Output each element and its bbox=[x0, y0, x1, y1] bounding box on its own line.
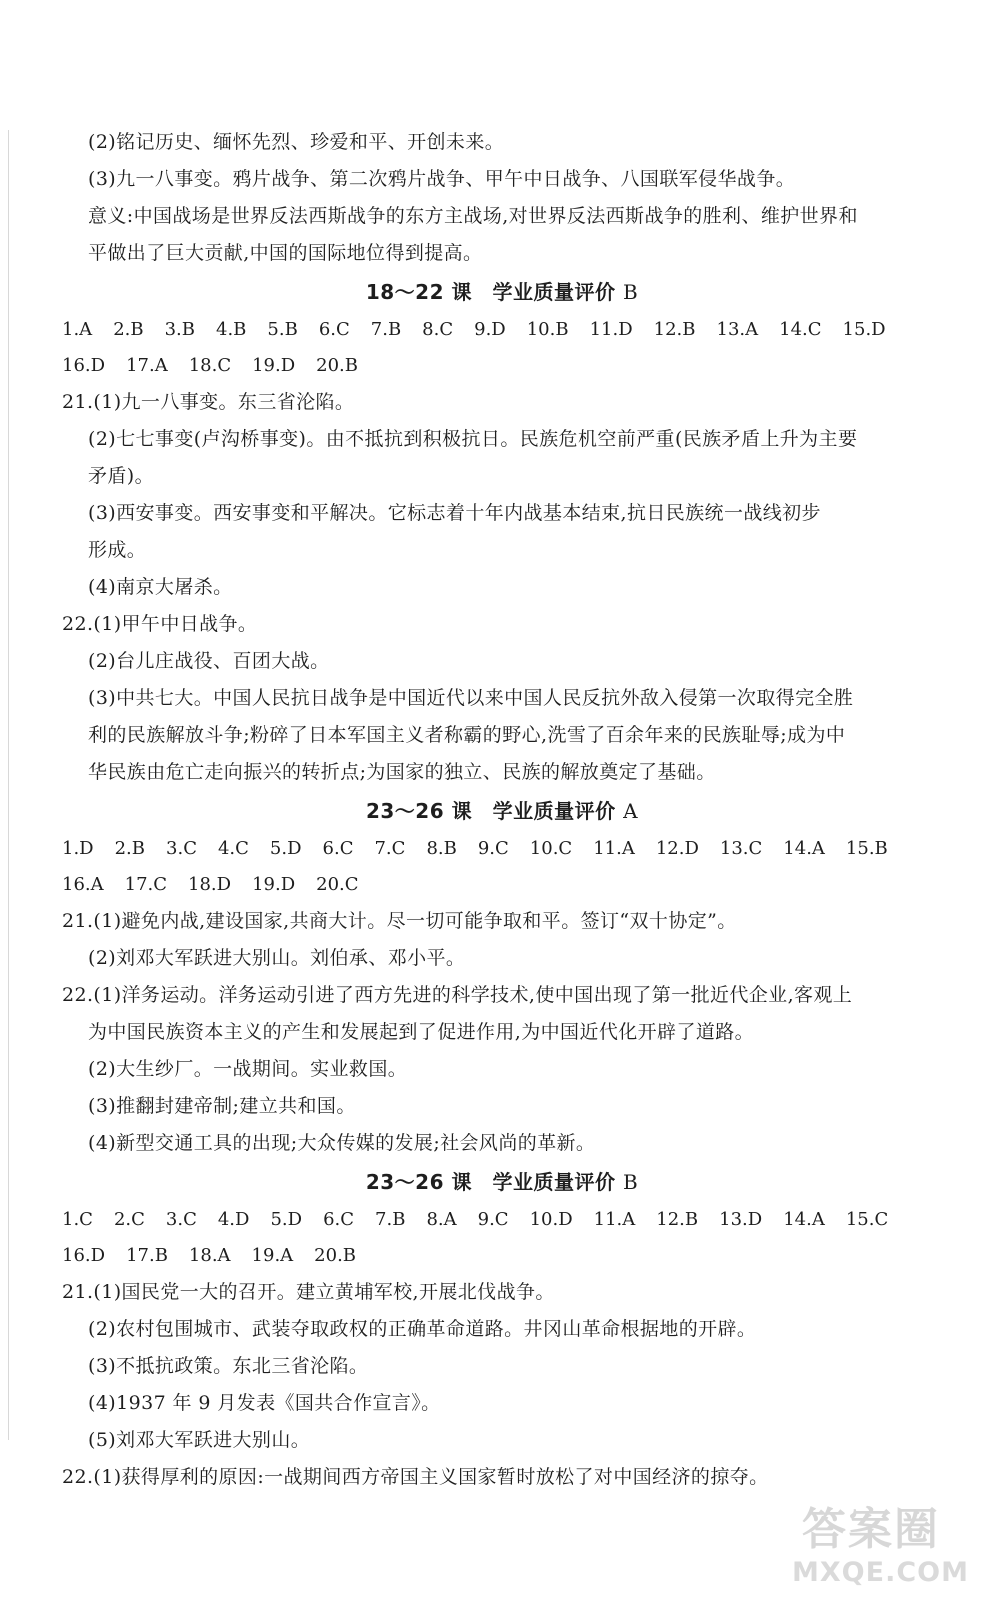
choice-answer: 2.B bbox=[113, 319, 144, 340]
choice-answer: 12.B bbox=[656, 1209, 699, 1230]
watermark-text-top: 答案圈 bbox=[802, 1504, 940, 1555]
choice-answer: 17.B bbox=[126, 1245, 168, 1266]
choice-answer: 8.B bbox=[426, 838, 457, 859]
answer-line: 为中国民族资本主义的产生和发展起到了促进作用,为中国近代化开辟了道路。 bbox=[88, 1021, 755, 1043]
choice-answer: 5.D bbox=[269, 838, 302, 859]
choice-answer: 1.A bbox=[62, 319, 93, 340]
choice-answer: 20.C bbox=[316, 874, 359, 895]
choice-answer-row bbox=[62, 312, 942, 348]
answer-line: (2)刘邓大军跃进大别山。刘伯承、邓小平。 bbox=[88, 947, 466, 969]
choice-answer: 8.A bbox=[426, 1209, 457, 1230]
choice-answer: 4.B bbox=[216, 319, 247, 340]
choice-answer: 12.D bbox=[655, 838, 699, 859]
choice-answer: 6.C bbox=[322, 838, 354, 859]
answer-line: (2)农村包围城市、武装夺取政权的正确革命道路。井冈山革命根据地的开辟。 bbox=[88, 1318, 757, 1340]
choice-answer-row bbox=[62, 1238, 942, 1274]
answer-line: (3)西安事变。西安事变和平解决。它标志着十年内战基本结束,抗日民族统一战线初步 bbox=[88, 502, 821, 524]
section-title: 23～26 课 学业质量评价 bbox=[365, 1170, 623, 1194]
choice-answer: 18.D bbox=[188, 874, 232, 895]
answer-line: (2)七七事变(卢沟桥事变)。由不抵抗到积极抗日。民族危机空前严重(民族矛盾上升为主要 bbox=[88, 428, 858, 450]
choice-answer: 17.C bbox=[124, 874, 168, 895]
section-suffix: B bbox=[622, 280, 639, 304]
answer-line: 21.(1)避免内战,建设国家,共商大计。尽一切可能争取和平。签订“双十协定”。 bbox=[62, 910, 737, 932]
choice-answer: 10.D bbox=[529, 1209, 573, 1230]
choice-answer: 15.B bbox=[845, 838, 888, 859]
choice-answer: 8.C bbox=[422, 319, 454, 340]
section-heading bbox=[62, 272, 942, 312]
answer-line: 21.(1)九一八事变。东三省沦陷。 bbox=[62, 391, 355, 413]
choice-answer: 7.C bbox=[374, 838, 406, 859]
answer-line: 22.(1)洋务运动。洋务运动引进了西方先进的科学技术,使中国出现了第一批近代企业,客观上 bbox=[62, 984, 853, 1006]
section-title: 23～26 课 学业质量评价 bbox=[365, 799, 624, 823]
choice-answer: 1.D bbox=[62, 838, 94, 859]
choice-answer: 5.B bbox=[267, 319, 298, 340]
answer-line: (3)推翻封建帝制;建立共和国。 bbox=[88, 1095, 356, 1117]
choice-answer: 11.A bbox=[593, 1209, 636, 1230]
choice-answer: 12.B bbox=[653, 319, 696, 340]
choice-answer: 4.D bbox=[217, 1209, 250, 1230]
choice-answer: 6.C bbox=[323, 1209, 355, 1230]
answer-line: (3)九一八事变。鸦片战争、第二次鸦片战争、甲午中日战争、八国联军侵华战争。 bbox=[88, 168, 796, 190]
answer-line: 22.(1)获得厚利的原因:一战期间西方帝国主义国家暂时放松了对中国经济的掠夺。 bbox=[62, 1466, 769, 1488]
section-title: 18～22 课 学业质量评价 bbox=[365, 280, 623, 304]
choice-answer: 3.C bbox=[166, 838, 197, 859]
choice-answer: 9.D bbox=[474, 319, 506, 340]
choice-answer: 3.B bbox=[164, 319, 195, 340]
choice-answer: 9.C bbox=[477, 1209, 509, 1230]
answer-line: 矛盾)。 bbox=[88, 465, 155, 487]
choice-answer: 2.B bbox=[114, 838, 146, 859]
answer-line: 华民族由危亡走向振兴的转折点;为国家的独立、民族的解放奠定了基础。 bbox=[88, 761, 716, 783]
choice-answer: 19.D bbox=[252, 355, 296, 376]
choice-answer: 19.A bbox=[251, 1245, 294, 1266]
choice-answer: 6.C bbox=[318, 319, 350, 340]
choice-answer: 16.D bbox=[62, 355, 106, 376]
choice-answer: 18.C bbox=[188, 355, 232, 376]
section-suffix: A bbox=[623, 799, 639, 823]
answer-page bbox=[62, 124, 942, 1496]
choice-answer: 2.C bbox=[113, 1209, 145, 1230]
choice-answer: 11.D bbox=[589, 319, 633, 340]
answer-line: (4)南京大屠杀。 bbox=[88, 576, 233, 598]
choice-answer: 14.A bbox=[783, 838, 825, 859]
choice-answer-row bbox=[62, 1202, 942, 1238]
answer-line: (2)大生纱厂。一战期间。实业救国。 bbox=[88, 1058, 408, 1080]
choice-answer: 15.C bbox=[845, 1209, 889, 1230]
answer-line: 22.(1)甲午中日战争。 bbox=[62, 613, 258, 635]
answer-line: 21.(1)国民党一大的召开。建立黄埔军校,开展北伐战争。 bbox=[62, 1281, 555, 1303]
choice-answer: 18.A bbox=[188, 1245, 231, 1266]
choice-answer: 11.A bbox=[593, 838, 635, 859]
choice-answer: 16.D bbox=[62, 1245, 106, 1266]
choice-answer: 14.C bbox=[779, 319, 822, 340]
choice-answer: 20.B bbox=[316, 355, 359, 376]
answer-line: 平做出了巨大贡献,中国的国际地位得到提高。 bbox=[88, 242, 483, 264]
answer-line: (4)新型交通工具的出现;大众传媒的发展;社会风尚的革新。 bbox=[88, 1132, 596, 1154]
section-heading bbox=[62, 1162, 942, 1202]
choice-answer: 19.D bbox=[252, 874, 296, 895]
answer-line: (3)中共七大。中国人民抗日战争是中国近代以来中国人民反抗外敌入侵第一次取得完全胜 bbox=[88, 687, 854, 709]
choice-answer-row bbox=[62, 348, 942, 384]
choice-answer: 13.D bbox=[719, 1209, 763, 1230]
choice-answer: 9.C bbox=[477, 838, 509, 859]
choice-answer: 10.B bbox=[526, 319, 569, 340]
answer-line: (5)刘邓大军跃进大别山。 bbox=[88, 1429, 311, 1451]
watermark-text-bottom: MXQE.COM bbox=[792, 1557, 969, 1588]
section-suffix: B bbox=[622, 1170, 639, 1194]
choice-answer-row bbox=[62, 867, 942, 903]
answer-line: (4)1937 年 9 月发表《国共合作宣言》。 bbox=[88, 1392, 441, 1414]
choice-answer: 4.C bbox=[217, 838, 249, 859]
choice-answer: 10.C bbox=[529, 838, 573, 859]
answer-line: (2)铭记历史、缅怀先烈、珍爱和平、开创未来。 bbox=[88, 131, 505, 153]
choice-answer: 5.D bbox=[270, 1209, 303, 1230]
choice-answer: 1.C bbox=[62, 1209, 93, 1230]
answer-line: (2)台儿庄战役、百团大战。 bbox=[88, 650, 330, 672]
choice-answer: 3.C bbox=[165, 1209, 197, 1230]
choice-answer: 7.B bbox=[375, 1209, 406, 1230]
answer-line: 利的民族解放斗争;粉碎了日本军国主义者称霸的野心,洗雪了百余年来的民族耻辱;成为中 bbox=[88, 724, 846, 746]
choice-answer: 7.B bbox=[370, 319, 402, 340]
section-heading bbox=[62, 791, 942, 831]
choice-answer: 20.B bbox=[314, 1245, 357, 1266]
choice-answer: 15.D bbox=[842, 319, 886, 340]
choice-answer-row bbox=[62, 831, 942, 867]
choice-answer: 14.A bbox=[783, 1209, 825, 1230]
margin-rule bbox=[8, 130, 9, 1440]
answer-line: (3)不抵抗政策。东北三省沦陷。 bbox=[88, 1355, 369, 1377]
choice-answer: 13.A bbox=[716, 319, 759, 340]
watermark-logo bbox=[792, 1493, 982, 1588]
choice-answer: 16.A bbox=[62, 874, 104, 895]
choice-answer: 13.C bbox=[719, 838, 763, 859]
choice-answer: 17.A bbox=[126, 355, 168, 376]
answer-line: 意义:中国战场是世界反法西斯战争的东方主战场,对世界反法西斯战争的胜利、维护世界和 bbox=[88, 205, 858, 227]
answer-line: 形成。 bbox=[88, 539, 147, 561]
